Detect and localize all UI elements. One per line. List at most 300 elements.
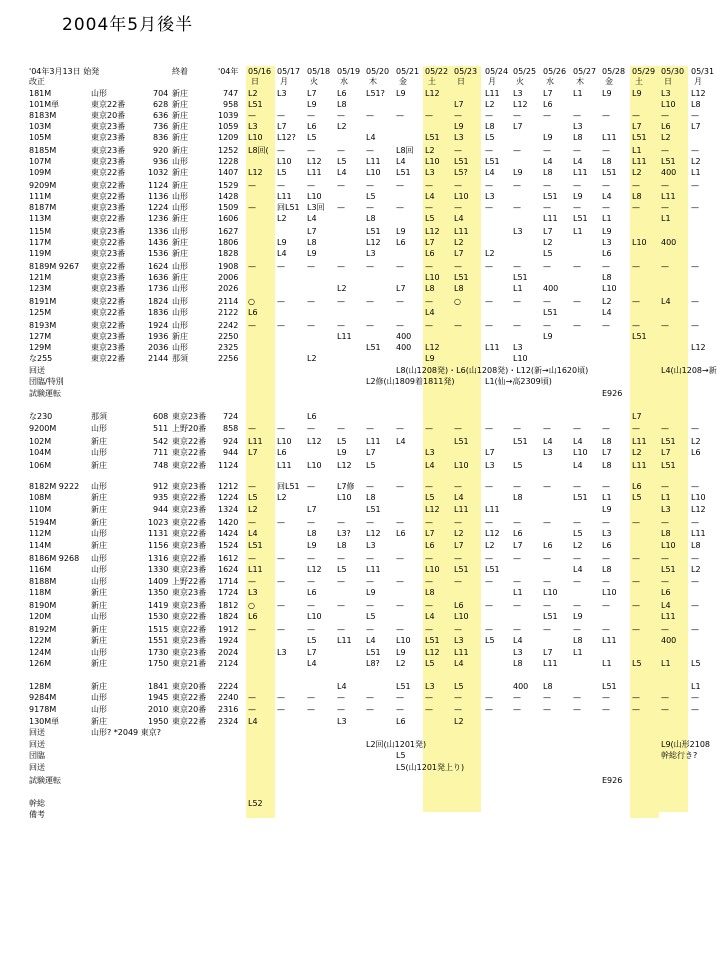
no-service-mark: — <box>485 424 493 433</box>
car-assignment: L51 <box>485 157 500 166</box>
car-assignment: L4 <box>425 461 435 470</box>
no-service-mark: — <box>513 554 521 563</box>
car-assignment: L2 <box>632 448 642 457</box>
no-service-mark: — <box>396 111 404 120</box>
row-field: 東京23番 <box>91 133 126 142</box>
header-date: 05/29 <box>632 67 656 76</box>
car-assignment: L51 <box>513 273 528 282</box>
car-assignment: L6 <box>661 588 671 597</box>
car-assignment: L6 <box>602 249 612 258</box>
car-assignment: L8 <box>543 682 553 691</box>
row-field: 山形 <box>172 227 188 236</box>
no-service-mark: — <box>396 321 404 330</box>
car-assignment: L12 <box>366 529 381 538</box>
row-field: 東京20番 <box>91 111 126 120</box>
no-service-mark: — <box>602 262 610 271</box>
note-text: L5 <box>396 751 406 760</box>
no-service-mark: — <box>632 111 640 120</box>
car-assignment: L51 <box>632 133 647 142</box>
car-assignment: L6 <box>307 588 317 597</box>
row-field: 新庄 <box>91 659 107 668</box>
row-field: 2250 <box>218 332 239 341</box>
car-assignment: L51 <box>632 332 647 341</box>
car-assignment: L51 <box>248 541 263 550</box>
car-assignment: L8 <box>691 541 701 550</box>
car-assignment: L5 <box>425 659 435 668</box>
car-assignment: L4 <box>661 601 671 610</box>
car-assignment: L7 <box>543 227 553 236</box>
row-field: 1324 <box>218 505 239 514</box>
no-service-mark: — <box>307 482 315 491</box>
row-field: 東京22番 <box>91 214 126 223</box>
car-assignment: L5 <box>513 461 523 470</box>
car-assignment: L7 <box>543 648 553 657</box>
car-assignment: L2 <box>691 437 701 446</box>
no-service-mark: — <box>337 577 345 586</box>
row-field: 704 <box>153 89 169 98</box>
car-assignment: L5 <box>307 636 317 645</box>
no-service-mark: — <box>661 203 669 212</box>
row-field: 2316 <box>218 705 239 714</box>
row-field: 8187M <box>29 203 57 212</box>
car-assignment: L8 <box>307 529 317 538</box>
car-assignment: L11 <box>602 636 617 645</box>
row-field: 東京22番 <box>91 308 126 317</box>
no-service-mark: — <box>366 321 374 330</box>
car-assignment: L3? <box>337 529 351 538</box>
no-service-mark: — <box>602 705 610 714</box>
no-service-mark: — <box>277 705 285 714</box>
car-assignment: L9 <box>602 89 612 98</box>
row-field: 2122 <box>218 308 239 317</box>
no-service-mark: — <box>454 262 462 271</box>
row-field: 新庄 <box>172 238 188 247</box>
no-service-mark: — <box>485 203 493 212</box>
no-service-mark: — <box>307 146 315 155</box>
no-service-mark: — <box>337 297 345 306</box>
car-assignment: L12 <box>337 461 352 470</box>
row-field: 東京22番 <box>172 461 207 470</box>
no-service-mark: — <box>454 705 462 714</box>
car-assignment: L12 <box>691 89 706 98</box>
row-field: 山形 <box>91 648 107 657</box>
row-field: 1419 <box>148 601 169 610</box>
row-field: 新庄 <box>172 249 188 258</box>
row-field: 1824 <box>148 297 169 306</box>
header-date: 05/18 <box>307 67 331 76</box>
row-field: 新庄 <box>91 625 107 634</box>
car-assignment: L10 <box>454 612 469 621</box>
no-service-mark: — <box>513 424 521 433</box>
header-day: 土 <box>635 77 643 86</box>
car-assignment: L8 <box>513 659 523 668</box>
car-assignment: L51 <box>661 565 676 574</box>
note-text: L2回(山1201発) <box>366 740 427 749</box>
row-field: 2010 <box>148 705 169 714</box>
no-service-mark: — <box>661 518 669 527</box>
header-day: 月 <box>488 77 496 86</box>
car-assignment: L7 <box>513 541 523 550</box>
row-field: 東京22番 <box>172 717 207 726</box>
no-service-mark: — <box>543 577 551 586</box>
row-field: 東京23番 <box>91 273 126 282</box>
car-assignment: L51 <box>366 505 381 514</box>
no-service-mark: — <box>425 181 433 190</box>
car-assignment: L5 <box>632 659 642 668</box>
no-service-mark: — <box>277 554 285 563</box>
header-day: 木 <box>369 77 377 86</box>
car-assignment: L12 <box>691 505 706 514</box>
row-field: 上野22番 <box>172 577 207 586</box>
car-assignment: L11 <box>691 529 706 538</box>
car-assignment: L7 <box>277 122 287 131</box>
row-field: 2242 <box>218 321 239 330</box>
car-assignment: L3 <box>602 529 612 538</box>
car-assignment: 400 <box>396 343 412 352</box>
no-service-mark: — <box>425 577 433 586</box>
car-assignment: L51 <box>661 157 676 166</box>
car-assignment: L1 <box>602 214 612 223</box>
row-field: 山形 <box>91 612 107 621</box>
row-field: 116M <box>29 565 52 574</box>
note-label: 試験運転 <box>29 389 61 398</box>
car-assignment: L2 <box>543 238 553 247</box>
header-day: 金 <box>399 77 407 86</box>
no-service-mark: — <box>691 577 699 586</box>
no-service-mark: — <box>691 705 699 714</box>
row-field: 5194M <box>29 518 57 527</box>
row-field: 新庄 <box>91 541 107 550</box>
car-assignment: L6 <box>396 717 406 726</box>
no-service-mark: — <box>277 321 285 330</box>
row-field: 8182M 9222 <box>29 482 80 491</box>
car-assignment: L4 <box>602 308 612 317</box>
row-field: 920 <box>153 146 169 155</box>
no-service-mark: — <box>632 601 640 610</box>
row-field: 東京22番 <box>172 448 207 457</box>
no-service-mark: — <box>691 262 699 271</box>
car-assignment: L6 <box>277 448 287 457</box>
row-field: 181M <box>29 89 52 98</box>
car-assignment: L10 <box>277 157 292 166</box>
car-assignment: L10 <box>454 461 469 470</box>
note-label: 回送 <box>29 740 45 749</box>
car-assignment: L11 <box>366 565 381 574</box>
no-service-mark: — <box>396 424 404 433</box>
row-field: な255 <box>29 354 53 363</box>
no-service-mark: — <box>691 297 699 306</box>
car-assignment: L51 <box>454 157 469 166</box>
no-service-mark: — <box>485 297 493 306</box>
row-field: 1209 <box>218 133 239 142</box>
row-field: 東京23番 <box>172 588 207 597</box>
car-assignment: L3 <box>366 249 376 258</box>
car-assignment: L10 <box>396 636 411 645</box>
row-field: 新庄 <box>172 273 188 282</box>
no-service-mark: — <box>573 601 581 610</box>
car-assignment: ○ <box>454 297 461 306</box>
row-field: 東京23番 <box>91 157 126 166</box>
no-service-mark: — <box>366 693 374 702</box>
car-assignment: L5 <box>337 437 347 446</box>
car-assignment: 回L51 <box>277 203 300 212</box>
car-assignment: L3 <box>454 133 464 142</box>
row-field: 東京20番 <box>172 682 207 691</box>
car-assignment: L5 <box>366 192 376 201</box>
row-field: 1131 <box>148 529 169 538</box>
car-assignment: L11 <box>454 505 469 514</box>
note-text: L4(山1208→新 <box>661 366 717 375</box>
row-field: 105M <box>29 133 52 142</box>
car-assignment: L3 <box>513 227 523 236</box>
row-field: 101M単 <box>29 100 60 109</box>
car-assignment: L3 <box>513 89 523 98</box>
no-service-mark: — <box>307 693 315 702</box>
car-assignment: L3 <box>277 89 287 98</box>
no-service-mark: — <box>661 554 669 563</box>
car-assignment: L51 <box>485 565 500 574</box>
car-assignment: L8 <box>602 157 612 166</box>
row-field: 1420 <box>218 518 239 527</box>
no-service-mark: — <box>661 424 669 433</box>
car-assignment: L9 <box>396 227 406 236</box>
car-assignment: L2 <box>425 146 435 155</box>
car-assignment: L11 <box>307 168 322 177</box>
row-field: 1841 <box>148 682 169 691</box>
no-service-mark: — <box>573 181 581 190</box>
car-assignment: L4 <box>337 682 347 691</box>
no-service-mark: — <box>454 321 462 330</box>
car-assignment: ○ <box>248 297 255 306</box>
row-field: 1924 <box>148 321 169 330</box>
car-assignment: L11 <box>277 461 292 470</box>
no-service-mark: — <box>277 693 285 702</box>
car-assignment: L8 <box>661 529 671 538</box>
header-date: 05/20 <box>366 67 390 76</box>
no-service-mark: — <box>632 424 640 433</box>
car-assignment: L4 <box>248 717 258 726</box>
car-assignment: L1 <box>513 588 523 597</box>
no-service-mark: — <box>661 693 669 702</box>
row-field: 山形 <box>91 705 107 714</box>
car-assignment: L9 <box>602 505 612 514</box>
car-assignment: L51 <box>573 214 588 223</box>
no-service-mark: — <box>485 601 493 610</box>
no-service-mark: — <box>691 518 699 527</box>
header-revision-label: 改正 <box>29 77 45 86</box>
no-service-mark: — <box>366 424 374 433</box>
row-field: 東京22番 <box>91 100 126 109</box>
car-assignment: L9 <box>573 612 583 621</box>
row-field: 1714 <box>218 577 239 586</box>
row-field: 126M <box>29 659 52 668</box>
no-service-mark: — <box>543 601 551 610</box>
no-service-mark: — <box>485 518 493 527</box>
no-service-mark: — <box>425 518 433 527</box>
car-assignment: L2 <box>485 100 495 109</box>
car-assignment: L51 <box>248 100 263 109</box>
car-assignment: L7 <box>307 227 317 236</box>
row-field: 8190M <box>29 601 57 610</box>
car-assignment: L5 <box>277 168 287 177</box>
footer-label: 幹総 <box>29 799 45 808</box>
car-assignment: L2 <box>248 89 258 98</box>
row-field: 1912 <box>218 625 239 634</box>
car-assignment: L2 <box>485 249 495 258</box>
row-field: 944 <box>223 448 239 457</box>
car-assignment: L6 <box>307 412 317 421</box>
row-field: 8192M <box>29 625 57 634</box>
row-field: 628 <box>153 100 169 109</box>
car-assignment: L8 <box>543 168 553 177</box>
car-assignment: L6 <box>337 89 347 98</box>
car-assignment: L4 <box>307 659 317 668</box>
car-assignment: L2 <box>248 505 258 514</box>
header-end-label: 終着 <box>172 67 188 76</box>
car-assignment: L7 <box>513 122 523 131</box>
row-field: 1124 <box>148 181 169 190</box>
row-field: 130M単 <box>29 717 60 726</box>
row-field: 1224 <box>148 203 169 212</box>
no-service-mark: — <box>366 297 374 306</box>
no-service-mark: — <box>337 203 345 212</box>
note-label: 試験運転 <box>29 776 61 785</box>
no-service-mark: — <box>691 111 699 120</box>
row-field: 新庄 <box>91 518 107 527</box>
car-assignment: L12 <box>425 227 440 236</box>
header-date: 05/25 <box>513 67 537 76</box>
car-assignment: L4 <box>248 529 258 538</box>
car-assignment: L11 <box>543 214 558 223</box>
no-service-mark: — <box>454 203 462 212</box>
no-service-mark: — <box>602 625 610 634</box>
no-service-mark: — <box>573 424 581 433</box>
row-field: 836 <box>153 133 169 142</box>
row-field: 1551 <box>148 636 169 645</box>
car-assignment: L51 <box>454 273 469 282</box>
row-field: 新庄 <box>91 636 107 645</box>
no-service-mark: — <box>513 297 521 306</box>
car-assignment: L8 <box>337 541 347 550</box>
row-field: 新庄 <box>172 146 188 155</box>
header-date: 05/24 <box>485 67 509 76</box>
car-assignment: L6 <box>248 612 258 621</box>
car-assignment: L11 <box>485 343 500 352</box>
car-assignment: L3 <box>543 448 553 457</box>
car-assignment: L1 <box>661 214 671 223</box>
row-field: 山形 <box>91 554 107 563</box>
car-assignment: L8回( <box>248 146 269 155</box>
row-field: 新庄 <box>172 100 188 109</box>
note-label: 回送 <box>29 366 45 375</box>
row-field: 東京22番 <box>172 612 207 621</box>
car-assignment: L6 <box>396 238 406 247</box>
header-day: 土 <box>428 77 436 86</box>
no-service-mark: — <box>277 424 285 433</box>
row-field: 112M <box>29 529 52 538</box>
no-service-mark: — <box>691 554 699 563</box>
row-field: 1424 <box>218 529 239 538</box>
no-service-mark: — <box>454 625 462 634</box>
row-field: 東京23番 <box>91 122 126 131</box>
car-assignment: L7 <box>396 284 406 293</box>
car-assignment: L8 <box>425 588 435 597</box>
car-assignment: L7 <box>425 529 435 538</box>
car-assignment: L8 <box>307 238 317 247</box>
row-field: 1750 <box>148 659 169 668</box>
no-service-mark: — <box>337 424 345 433</box>
row-field: 1529 <box>218 181 239 190</box>
car-assignment: L4 <box>277 249 287 258</box>
row-field: 935 <box>153 493 169 502</box>
car-assignment: 400 <box>661 168 677 177</box>
car-assignment: L51 <box>543 192 558 201</box>
no-service-mark: — <box>248 693 256 702</box>
no-service-mark: — <box>337 693 345 702</box>
car-assignment: L6 <box>396 529 406 538</box>
row-field: 東京23番 <box>172 636 207 645</box>
row-field: 1039 <box>218 111 239 120</box>
row-field: 1736 <box>148 284 169 293</box>
header-date: 05/28 <box>602 67 626 76</box>
car-assignment: L2 <box>277 493 287 502</box>
car-assignment: L2 <box>573 541 583 550</box>
row-field: 新庄 <box>91 461 107 470</box>
row-field: 9284M <box>29 693 57 702</box>
car-assignment: L10 <box>661 541 676 550</box>
no-service-mark: — <box>632 554 640 563</box>
no-service-mark: — <box>248 321 256 330</box>
no-service-mark: — <box>248 111 256 120</box>
car-assignment: L11 <box>661 192 676 201</box>
car-assignment: L10 <box>573 448 588 457</box>
no-service-mark: — <box>661 625 669 634</box>
row-field: 東京23番 <box>172 412 207 421</box>
row-field: 124M <box>29 648 52 657</box>
row-field: 東京22番 <box>172 554 207 563</box>
car-assignment: L8回 <box>396 146 414 155</box>
row-field: 1124 <box>218 461 239 470</box>
no-service-mark: — <box>337 518 345 527</box>
car-assignment: L1 <box>573 89 583 98</box>
row-field: 8186M 9268 <box>29 554 80 563</box>
car-assignment: L3 <box>513 343 523 352</box>
car-assignment: L9 <box>602 227 612 236</box>
row-field: 2024 <box>218 648 239 657</box>
no-service-mark: — <box>602 518 610 527</box>
row-field: 104M <box>29 448 52 457</box>
no-service-mark: — <box>307 625 315 634</box>
car-assignment: L1 <box>573 648 583 657</box>
car-assignment: L51 <box>573 493 588 502</box>
no-service-mark: — <box>543 693 551 702</box>
no-service-mark: — <box>396 262 404 271</box>
car-assignment: 400 <box>661 636 677 645</box>
no-service-mark: — <box>485 625 493 634</box>
car-assignment: L12 <box>513 100 528 109</box>
row-field: 8185M <box>29 146 57 155</box>
row-field: 新庄 <box>91 588 107 597</box>
row-field: 山形 <box>172 284 188 293</box>
car-assignment: L8 <box>573 636 583 645</box>
row-field: 東京22番 <box>172 518 207 527</box>
row-field: 1908 <box>218 262 239 271</box>
car-assignment: L7 <box>632 412 642 421</box>
header-day: 金 <box>605 77 613 86</box>
car-assignment: L8 <box>602 565 612 574</box>
row-field: 106M <box>29 461 52 470</box>
row-field: 新庄 <box>172 89 188 98</box>
